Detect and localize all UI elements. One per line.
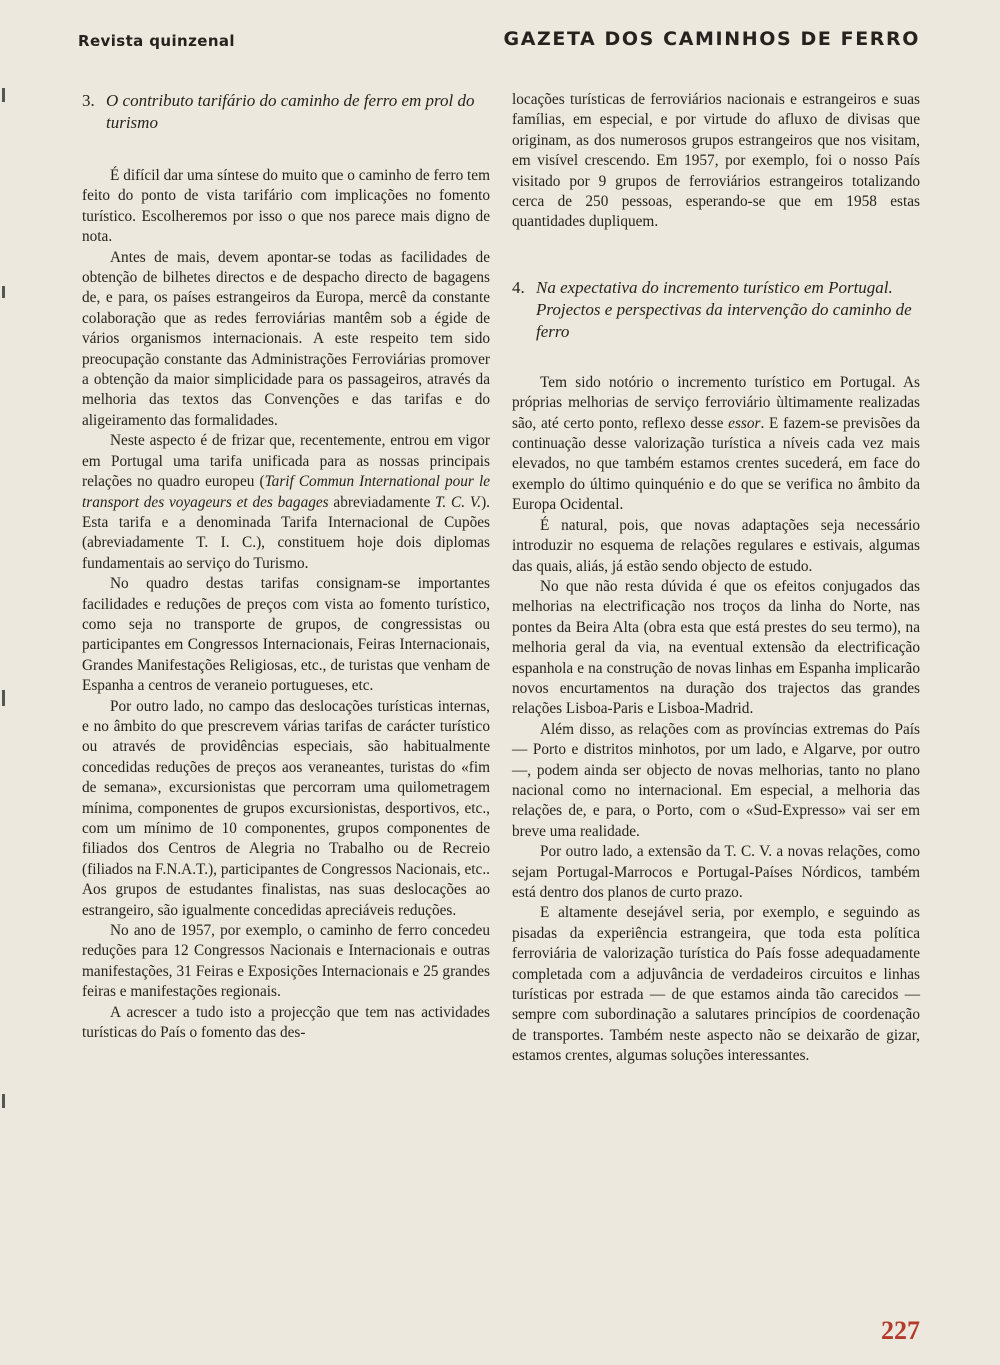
paragraph-text: . E fazem-se previsões da continuação desse valorização turística a níveis cada vez mais elevados, no que também estamos crentes sucederá, em face do exemplo do último quinquénio e do que se verifica no âmbito da Europa Ocidental.: [512, 414, 920, 514]
paragraph: É difícil dar uma síntese do muito que o caminho de ferro tem feito do ponto de vista tarifário com implicações no fomento turístico. Escolheremos por isso o que nos parece mais digno de nota.: [82, 167, 490, 246]
tariff-name-italic: Tarif Commun International pour le transport des voyageurs et des bagages: [82, 473, 490, 511]
paragraph: No que não resta dúvida é que os efeitos conjugados das melhorias na electrificação nos troços da linha do Norte, nas pontes da Beira Alta (obra esta que está prestes do seu termo), na melhoria geral da via, na eventual extensão da electrificação espanhola e na construção de novas linhas em Espanha implicarão novos encurtamentos na duração dos trajectos das grandes relações Lisboa-Paris e Lisboa-Madrid.: [512, 577, 920, 718]
margin-mark: [2, 1094, 5, 1108]
section-heading-4: [512, 277, 920, 343]
paragraph: Por outro lado, a extensão da T. C. V. a novas relações, como sejam Portugal-Marrocos e Portugal-Países Nórdicos, também está dentro dos planos de curto prazo.: [512, 843, 920, 901]
page-number: 227: [881, 1316, 920, 1345]
section-number: 3.: [82, 91, 95, 110]
essor-italic: essor: [728, 414, 761, 432]
paragraph: No ano de 1957, por exemplo, o caminho de ferro concedeu reduções para 12 Congressos Nacionais e Internacionais e outras manifestações, 31 Feiras e Exposições Internacionais e 25 grandes feiras e manifestações regionais.: [82, 922, 490, 1001]
section-number: 4.: [512, 277, 525, 297]
section-title: O contributo tarifário do caminho de ferro em prol do turismo: [106, 91, 475, 132]
tariff-abbrev-italic: T. C. V.: [435, 493, 482, 511]
paragraph: A acrescer a tudo isto a projecção que tem nas actividades turísticas do País o fomento das des-: [82, 1003, 490, 1042]
paragraph-continuation: locações turísticas de ferroviários nacionais e estrangeiros e suas famílias, em especial, e por virtude do afluxo de divisas que originam, as dos numerosos grupos estrangeiros que nos visitam, em visível crescendo. Em 1957, por exemplo, foi o nosso País visitado por 9 grupos de ferroviários estrangeiros totalizando cerca de 250 pessoas, esperando-se que em 1958 estas quantidades dupliquem.: [512, 91, 920, 231]
paragraph: Além disso, as relações com as províncias extremas do País — Porto e distritos minhotos, por um lado, e Algarve, por outro —, podem ainda ser objecto de novas melhorias, tanto no plano nacional como no internacional. Em especial, a melhoria das relações de, e para, o Porto, com o «Sud-Expresso» vai ser em breve uma realidade.: [512, 720, 920, 840]
right-column: [512, 90, 920, 1067]
paragraph: [82, 431, 490, 574]
paragraph-text: abreviadamente: [328, 493, 436, 511]
section-title: Na expectativa do incremento turístico em Portugal. Projectos e perspectivas da intervenção do caminho de ferro: [536, 277, 912, 341]
paragraph: Antes de mais, devem apontar-se todas as facilidades de obtenção de bilhetes directos e de despacho directo de bagagens de, e para, os países estrangeiros da Europa, mercê da constante colaboração que as redes ferroviárias mantêm sob a égide de vários organismos internacionais. A este respeito tem sido preocupação constante das Administrações Ferroviárias promover a obtenção da maior simplicidade para os passageiros, através da melhoria das textos das Convenções e das tarifas e do aligeiramento das formalidades.: [82, 248, 490, 429]
margin-mark: [2, 286, 5, 298]
margin-mark: [2, 88, 5, 102]
paragraph: Por outro lado, no campo das deslocações turísticas internas, e no âmbito do que prescrevem várias tarifas de carácter turístico ou através de providências especiais, são habitualmente concedidas reduções de preços aos veraneantes, turistas do «fim de semana», excursionistas que percorram uma quilometragem mínima, componentes de grupos excursionistas, desportivos, etc., com um mínimo de 10 componentes, grupos componentes de filiados dos Centros de Alegria no Trabalho ou de Recreio (filiados na F.N.A.T.), participantes de Congressos Nacionais, etc.. Aos grupos de estudantes finalistas, nas suas deslocações ao estrangeiro, são igualmente concedidas apreciáveis reduções.: [82, 697, 490, 919]
paragraph: E altamente desejável seria, por exemplo, e seguindo as pisadas da experiência estrangeira, que toda esta política ferroviária de valorização turística do País fosse adequadamente completada com a adjuvância de verdadeiros circuitos e linhas turísticas por estrada — de que estamos ainda tão carecidos — sempre com subordinação a salutares princípios de coordenação de transportes. Também neste aspecto não se deixarão de gizar, estamos crentes, algumas soluções interessantes.: [512, 904, 920, 1065]
left-column: [82, 90, 490, 1043]
section-heading-3: [82, 90, 490, 134]
paragraph: [512, 373, 920, 516]
paragraph-text: ). Esta tarifa e a denominada Tarifa Internacional de Cupões (abreviadamente T. I. C.), constituem hoje dois diplomas fundamentais ao serviço do Turismo.: [82, 493, 490, 572]
running-header-right: GAZETA DOS CAMINHOS DE FERRO: [503, 28, 920, 50]
paragraph: No quadro destas tarifas consignam-se importantes facilidades e reduções de preços com vista ao fomento turístico, como seja no transporte de grupos, de congressistas ou participantes em Congressos Internacionais, Feiras Internacionais, Grandes Manifestações Religiosas, etc., de turistas que venham de Espanha a centros de veraneio portugueses, etc.: [82, 575, 490, 695]
page-header: [78, 26, 920, 56]
paragraph-text: Neste aspecto é de frizar que, recentemente, entrou em vigor em Portugal uma tarifa unificada para as nossas principais relações no quadro europeu (: [82, 432, 490, 491]
paragraph-text: Tem sido notório o incremento turístico em Portugal. As próprias melhorias de serviço ferroviário ùltimamente realizadas são, até certo ponto, reflexo desse: [512, 373, 920, 432]
paragraph: É natural, pois, que novas adaptações seja necessário introduzir no esquema de relações regulares e estivais, algumas das quais, aliás, já estão sendo objecto de estudo.: [512, 516, 920, 575]
running-header-left: Revista quinzenal: [78, 32, 235, 50]
margin-mark: [2, 690, 5, 706]
